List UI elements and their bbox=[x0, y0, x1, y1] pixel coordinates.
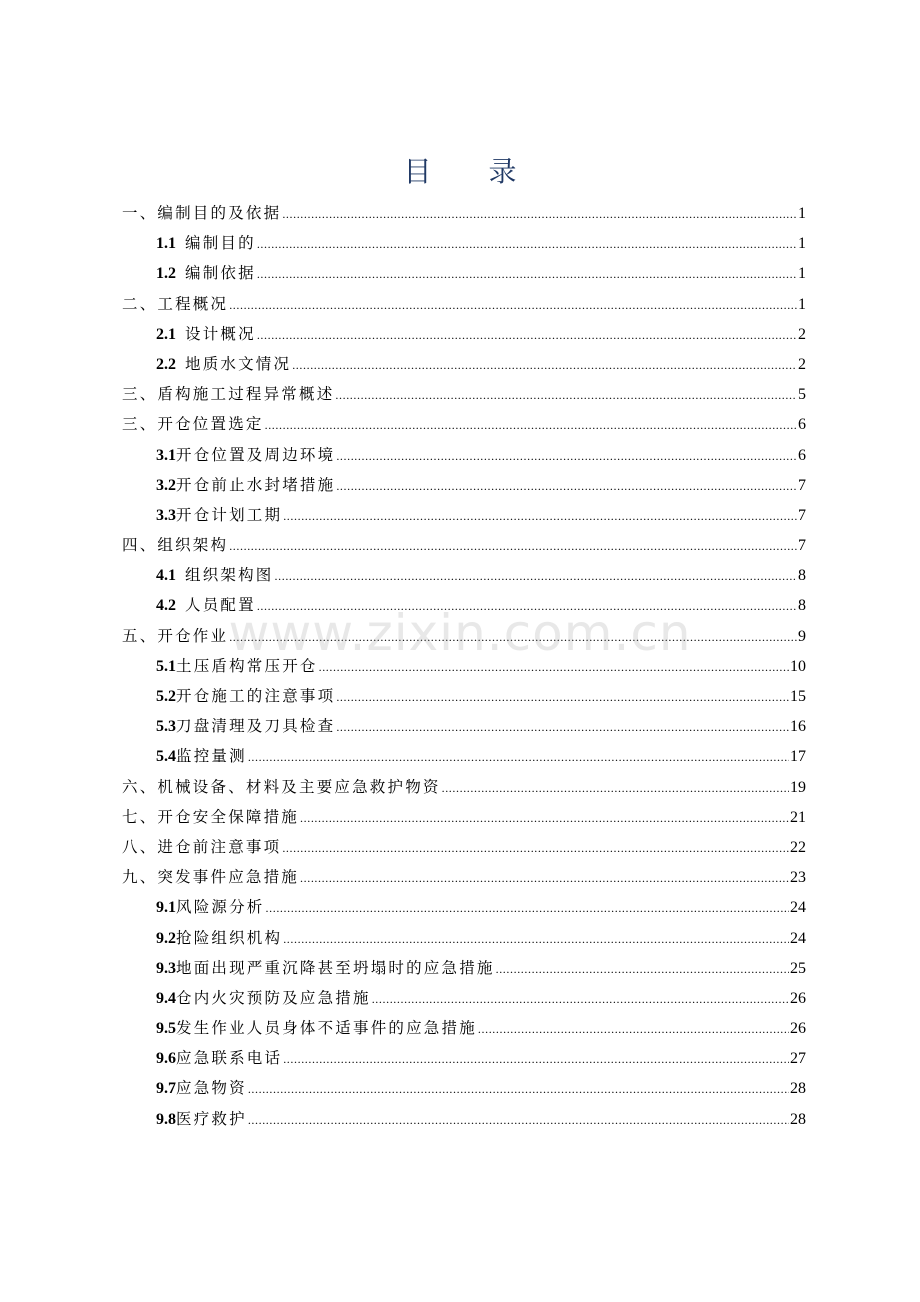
dot-leader bbox=[248, 742, 789, 772]
toc-entry-label: 一、编制目的及依据 bbox=[122, 204, 282, 222]
dot-leader bbox=[300, 863, 789, 893]
toc-entry-number: 9.4 bbox=[156, 989, 176, 1007]
toc-entry-number: 1.1 bbox=[156, 235, 176, 253]
toc-entry-page-number: 1 bbox=[798, 205, 806, 222]
toc-entry-page-number: 26 bbox=[790, 1020, 806, 1038]
toc-entry-label: 开仓计划工期 bbox=[176, 505, 283, 524]
toc-entry-page-number: 21 bbox=[790, 808, 806, 826]
toc-entry-label: 五、开仓作业 bbox=[122, 626, 229, 645]
toc-entry-page-number: 28 bbox=[790, 1110, 806, 1128]
toc-entry-label: 二、工程概况 bbox=[122, 294, 229, 313]
dot-leader bbox=[372, 984, 789, 1014]
dot-leader bbox=[229, 531, 797, 561]
toc-entry-page-number: 24 bbox=[790, 899, 806, 917]
toc-entry-number: 9.1 bbox=[156, 899, 176, 917]
toc-entry-page-number: 1 bbox=[798, 295, 806, 313]
page-title: 目 录 bbox=[403, 155, 541, 188]
toc-entry-number: 3.2 bbox=[156, 476, 176, 494]
toc-entry-label: 开仓位置及周边环境 bbox=[176, 445, 336, 464]
toc-entry[interactable] bbox=[122, 1013, 806, 1043]
toc-entry[interactable] bbox=[122, 289, 806, 319]
toc-entry-label: 七、开仓安全保障措施 bbox=[122, 807, 300, 826]
toc-entry-page-number: 27 bbox=[790, 1050, 806, 1068]
toc-entry[interactable] bbox=[122, 711, 806, 741]
toc-entry-label: 应急联系电话 bbox=[176, 1049, 283, 1068]
toc-entry-label: 组织架构图 bbox=[185, 566, 274, 585]
dot-leader bbox=[442, 773, 789, 803]
toc-entry[interactable] bbox=[122, 590, 806, 620]
dot-leader bbox=[266, 893, 789, 923]
dot-leader bbox=[257, 229, 797, 259]
toc-entry-number: 2.1 bbox=[156, 325, 176, 343]
toc-entry[interactable] bbox=[122, 1073, 806, 1103]
toc-entry[interactable] bbox=[122, 832, 806, 862]
toc-entry-label: 医疗救护 bbox=[176, 1109, 247, 1128]
toc-entry-page-number: 1 bbox=[798, 265, 806, 283]
toc-entry-label: 开仓施工的注意事项 bbox=[176, 687, 336, 705]
toc-entry-number: 4.2 bbox=[156, 597, 176, 615]
toc-entry-page-number: 17 bbox=[790, 748, 806, 766]
toc-entry-page-number: 6 bbox=[798, 446, 806, 464]
dot-leader bbox=[257, 320, 797, 350]
toc-entry[interactable] bbox=[122, 1104, 806, 1134]
toc-entry[interactable] bbox=[122, 258, 806, 288]
dot-leader bbox=[319, 652, 789, 682]
toc-entry-number: 9.8 bbox=[156, 1110, 176, 1128]
toc-entry-page-number: 7 bbox=[798, 537, 806, 555]
toc-entry[interactable] bbox=[122, 802, 806, 832]
dot-leader bbox=[283, 924, 789, 954]
toc-entry-page-number: 19 bbox=[790, 778, 806, 796]
toc-entry-page-number: 7 bbox=[798, 476, 806, 494]
toc-entry-page-number: 6 bbox=[798, 416, 806, 434]
toc-entry-number: 2.2 bbox=[156, 355, 176, 373]
toc-entry-label: 九、突发事件应急措施 bbox=[122, 868, 300, 887]
toc-entry-number: 3.3 bbox=[156, 506, 176, 524]
table-of-contents bbox=[122, 198, 806, 1134]
toc-entry-page-number: 2 bbox=[798, 325, 806, 343]
toc-entry[interactable] bbox=[122, 953, 806, 983]
dot-leader bbox=[265, 410, 797, 440]
toc-entry-number: 3.1 bbox=[156, 446, 176, 464]
dot-leader bbox=[335, 380, 797, 410]
toc-entry[interactable] bbox=[122, 560, 806, 590]
toc-entry-label: 监控量测 bbox=[176, 747, 247, 766]
toc-entry-label: 地面出现严重沉降甚至坍塌时的应急措施 bbox=[176, 958, 495, 977]
toc-entry-label: 编制依据 bbox=[185, 264, 256, 283]
toc-entry-label: 土压盾构常压开仓 bbox=[176, 656, 318, 675]
dot-leader bbox=[336, 471, 797, 501]
toc-entry-page-number: 26 bbox=[790, 989, 806, 1007]
toc-entry-page-number: 7 bbox=[798, 506, 806, 524]
dot-leader bbox=[336, 441, 797, 471]
toc-entry[interactable] bbox=[122, 741, 806, 771]
dot-leader bbox=[300, 803, 789, 833]
toc-entry[interactable] bbox=[122, 349, 806, 379]
toc-entry-label: 设计概况 bbox=[185, 324, 256, 343]
toc-entry-label: 四、组织架构 bbox=[122, 536, 229, 555]
toc-entry[interactable] bbox=[122, 530, 806, 560]
dot-leader bbox=[282, 199, 797, 229]
toc-entry-label: 人员配置 bbox=[185, 596, 256, 615]
toc-entry-label: 开仓前止水封堵措施 bbox=[176, 475, 336, 494]
toc-entry-number: 9.6 bbox=[156, 1050, 176, 1068]
toc-entry[interactable] bbox=[122, 470, 806, 500]
toc-entry-number: 1.2 bbox=[156, 265, 176, 283]
toc-entry[interactable] bbox=[122, 892, 806, 922]
toc-entry[interactable] bbox=[122, 319, 806, 349]
toc-entry[interactable] bbox=[122, 923, 806, 953]
toc-entry-page-number: 2 bbox=[798, 355, 806, 373]
toc-entry-page-number: 9 bbox=[798, 627, 806, 645]
toc-entry-number: 9.7 bbox=[156, 1080, 176, 1098]
toc-entry-label: 三、盾构施工过程异常概述 bbox=[122, 385, 335, 404]
watermark: www.zixin.com.cn bbox=[228, 604, 692, 662]
toc-entry-page-number: 10 bbox=[790, 657, 806, 675]
toc-entry[interactable] bbox=[122, 379, 806, 409]
toc-entry-label: 发生作业人员身体不适事件的应急措施 bbox=[176, 1019, 477, 1038]
toc-entry[interactable] bbox=[122, 1043, 806, 1073]
toc-entry-label: 应急物资 bbox=[176, 1079, 247, 1098]
toc-entry[interactable] bbox=[122, 862, 806, 892]
toc-entry-number: 5.3 bbox=[156, 718, 176, 736]
dot-leader bbox=[282, 833, 789, 863]
toc-entry[interactable] bbox=[122, 681, 806, 711]
toc-entry-page-number: 16 bbox=[790, 718, 806, 736]
toc-entry-label: 地质水文情况 bbox=[185, 354, 292, 373]
dot-leader bbox=[248, 1105, 789, 1135]
toc-entry-page-number: 1 bbox=[798, 235, 806, 253]
toc-entry-label: 编制目的 bbox=[185, 234, 256, 253]
toc-entry-label: 风险源分析 bbox=[176, 898, 265, 917]
toc-entry-page-number: 28 bbox=[790, 1080, 806, 1098]
dot-leader bbox=[248, 1074, 789, 1104]
toc-entry-page-number: 8 bbox=[798, 597, 806, 615]
toc-entry-page-number: 8 bbox=[798, 567, 806, 585]
toc-entry[interactable] bbox=[122, 983, 806, 1013]
toc-entry-label: 八、进仓前注意事项 bbox=[122, 837, 282, 856]
dot-leader bbox=[229, 290, 797, 320]
toc-entry-number: 9.3 bbox=[156, 959, 176, 977]
toc-entry[interactable] bbox=[122, 772, 806, 802]
toc-entry-page-number: 25 bbox=[790, 959, 806, 977]
toc-entry-page-number: 15 bbox=[790, 688, 806, 705]
toc-entry[interactable] bbox=[122, 500, 806, 530]
dot-leader bbox=[257, 259, 797, 289]
dot-leader bbox=[283, 1044, 789, 1074]
toc-entry-page-number: 24 bbox=[790, 929, 806, 947]
toc-entry-number: 5.4 bbox=[156, 748, 176, 766]
toc-entry-number: 9.5 bbox=[156, 1020, 176, 1038]
dot-leader bbox=[275, 561, 797, 591]
toc-entry-number: 5.1 bbox=[156, 657, 176, 675]
toc-entry-number: 4.1 bbox=[156, 567, 176, 585]
toc-entry-label: 刀盘清理及刀具检查 bbox=[176, 717, 336, 736]
toc-entry-number: 9.2 bbox=[156, 929, 176, 947]
toc-entry-label: 三、开仓位置选定 bbox=[122, 415, 264, 434]
dot-leader bbox=[478, 1014, 789, 1044]
toc-entry[interactable] bbox=[122, 409, 806, 439]
toc-entry-page-number: 22 bbox=[790, 838, 806, 856]
toc-entry[interactable] bbox=[122, 621, 806, 651]
dot-leader bbox=[257, 591, 797, 621]
dot-leader bbox=[496, 954, 789, 984]
toc-entry[interactable] bbox=[122, 440, 806, 470]
toc-entry-page-number: 5 bbox=[798, 386, 806, 404]
dot-leader bbox=[229, 622, 797, 652]
dot-leader bbox=[336, 712, 789, 742]
toc-entry-label: 仓内火灾预防及应急措施 bbox=[176, 988, 371, 1007]
dot-leader bbox=[336, 682, 789, 712]
dot-leader bbox=[283, 501, 797, 531]
toc-entry-label: 抢险组织机构 bbox=[176, 928, 283, 947]
toc-entry[interactable] bbox=[122, 198, 806, 228]
toc-entry-label: 六、机械设备、材料及主要应急救护物资 bbox=[122, 777, 441, 796]
toc-entry-page-number: 23 bbox=[790, 869, 806, 887]
toc-entry-number: 5.2 bbox=[156, 688, 176, 705]
toc-entry[interactable] bbox=[122, 651, 806, 681]
dot-leader bbox=[292, 350, 797, 380]
toc-entry[interactable] bbox=[122, 228, 806, 258]
